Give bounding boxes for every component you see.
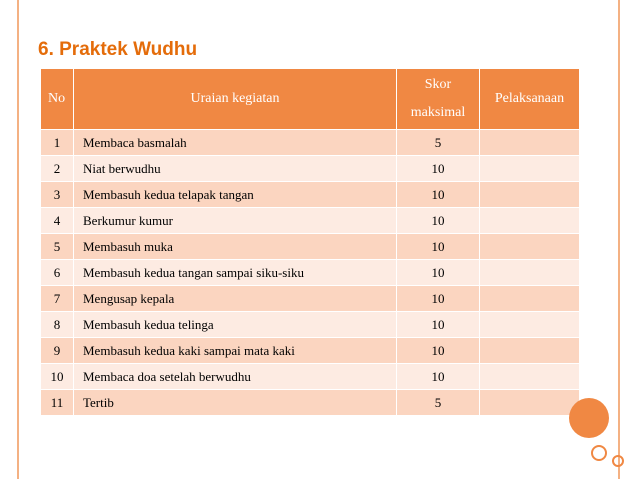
row-execution <box>480 208 580 234</box>
row-description: Membasuh muka <box>74 234 397 260</box>
wudhu-practice-table <box>40 68 580 416</box>
slide-title: 6. Praktek Wudhu <box>38 39 198 60</box>
table-row <box>41 364 580 390</box>
header-description: Uraian kegiatan <box>74 69 397 130</box>
row-max-score: 5 <box>397 390 480 416</box>
table-row <box>41 208 580 234</box>
table-row <box>41 390 580 416</box>
row-number: 1 <box>41 130 74 156</box>
header-execution: Pelaksanaan <box>480 69 580 130</box>
row-execution <box>480 130 580 156</box>
table-row <box>41 234 580 260</box>
row-description: Membasuh kedua tangan sampai siku-siku <box>74 260 397 286</box>
row-max-score: 10 <box>397 338 480 364</box>
table-row <box>41 130 580 156</box>
row-max-score: 10 <box>397 286 480 312</box>
table-row <box>41 156 580 182</box>
row-description: Mengusap kepala <box>74 286 397 312</box>
header-max-score-line2: maksimal <box>410 105 466 120</box>
row-number: 8 <box>41 312 74 338</box>
row-max-score: 10 <box>397 156 480 182</box>
row-max-score: 10 <box>397 182 480 208</box>
row-number: 7 <box>41 286 74 312</box>
row-execution <box>480 338 580 364</box>
row-max-score: 10 <box>397 208 480 234</box>
row-execution <box>480 312 580 338</box>
row-number: 3 <box>41 182 74 208</box>
row-max-score: 10 <box>397 312 480 338</box>
row-execution <box>480 286 580 312</box>
row-number: 11 <box>41 390 74 416</box>
header-no: No <box>41 69 74 130</box>
row-description: Membasuh kedua kaki sampai mata kaki <box>74 338 397 364</box>
row-execution <box>480 390 580 416</box>
row-execution <box>480 182 580 208</box>
header-max-score-line1: Skor <box>424 77 452 92</box>
row-description: Membasuh kedua telapak tangan <box>74 182 397 208</box>
slide-border-left <box>17 0 19 479</box>
table-row <box>41 338 580 364</box>
decorative-ring <box>591 445 607 461</box>
row-description: Membaca doa setelah berwudhu <box>74 364 397 390</box>
row-number: 4 <box>41 208 74 234</box>
row-max-score: 10 <box>397 234 480 260</box>
table-row <box>41 286 580 312</box>
table-row <box>41 312 580 338</box>
row-number: 5 <box>41 234 74 260</box>
decorative-circle <box>569 398 609 438</box>
decorative-ring-small <box>612 455 624 467</box>
row-max-score: 5 <box>397 130 480 156</box>
row-description: Berkumur kumur <box>74 208 397 234</box>
row-execution <box>480 260 580 286</box>
table-row <box>41 260 580 286</box>
row-number: 10 <box>41 364 74 390</box>
row-max-score: 10 <box>397 364 480 390</box>
row-execution <box>480 364 580 390</box>
row-number: 9 <box>41 338 74 364</box>
header-max-score <box>397 69 480 130</box>
row-max-score: 10 <box>397 260 480 286</box>
table-header-row <box>41 69 580 130</box>
row-description: Niat berwudhu <box>74 156 397 182</box>
row-description: Membasuh kedua telinga <box>74 312 397 338</box>
row-execution <box>480 234 580 260</box>
table-row <box>41 182 580 208</box>
row-description: Tertib <box>74 390 397 416</box>
row-description: Membaca basmalah <box>74 130 397 156</box>
row-execution <box>480 156 580 182</box>
row-number: 6 <box>41 260 74 286</box>
row-number: 2 <box>41 156 74 182</box>
slide-border-right <box>618 0 620 479</box>
